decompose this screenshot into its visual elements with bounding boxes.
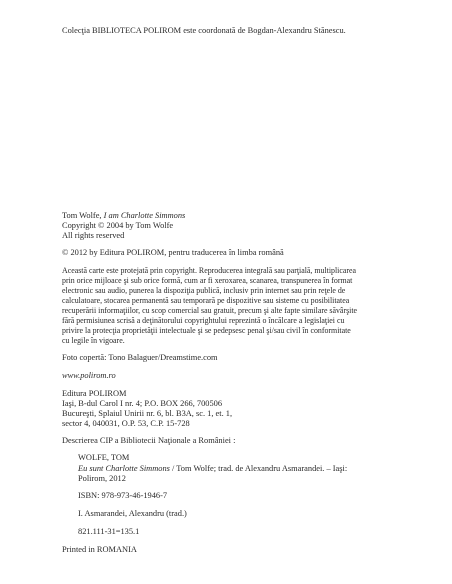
cip-heading: Descrierea CIP a Bibliotecii Naţionale a României : xyxy=(62,436,236,445)
translation-copyright: © 2012 by Editura POLIROM, pentru traducerea în limba română xyxy=(62,248,284,257)
legal-notice-line: cu legile în vigoare. xyxy=(62,336,125,345)
cip-isbn: ISBN: 978-973-46-1946-7 xyxy=(78,491,168,500)
collection-note: Colecţia BIBLIOTECA POLIROM este coordonată de Bogdan-Alexandru Stănescu. xyxy=(62,26,346,35)
cip-author: WOLFE, TOM xyxy=(78,453,130,462)
publisher-address-line: Bucureşti, Splaiul Unirii nr. 6, bl. B3A, sc. 1, et. 1, xyxy=(62,409,233,418)
original-author: Tom Wolfe, xyxy=(62,211,104,220)
publisher-address-line: Iaşi, B-dul Carol I nr. 4; P.O. BOX 266, 700506 xyxy=(62,399,223,408)
legal-notice-line: prin orice mijloace şi sub orice formă, cum ar fi xeroxarea, scanarea, transpunerea în format xyxy=(62,276,353,285)
legal-notice-line: electronic sau audio, punerea la dispoziţia publică, inclusiv prin internet sau prin reţele de xyxy=(62,286,346,295)
legal-notice-line: recuperării informaţiilor, cu scop comercial sau gratuit, precum şi alte fapte similare săvârşite xyxy=(62,306,358,315)
cip-title-line xyxy=(78,464,347,475)
cip-translator: I. Asmarandei, Alexandru (trad.) xyxy=(78,509,187,518)
rights-reserved: All rights reserved xyxy=(62,231,125,240)
cover-photo-credit: Foto copertă: Tono Balaguer/Dreamstime.com xyxy=(62,353,218,362)
original-copyright: Copyright © 2004 by Tom Wolfe xyxy=(62,221,174,230)
legal-notice-line: privire la protecţia proprietăţii intelectuale şi se pedepsesc penal şi/sau civil în conformitate xyxy=(62,326,351,335)
original-title: I am Charlotte Simmons xyxy=(103,211,186,220)
cip-title-rest: / Tom Wolfe; trad. de Alexandru Asmarandei. – Iaşi: xyxy=(169,464,348,473)
cip-title: Eu sunt Charlotte Simmons xyxy=(78,464,170,473)
original-title-line xyxy=(62,211,185,222)
website-link[interactable]: www.polirom.ro xyxy=(62,371,116,380)
legal-notice-line: calculatoare, stocarea permanentă sau temporară pe dispozitive sau sisteme cu posibilitatea xyxy=(62,296,350,305)
cip-publisher: Polirom, 2012 xyxy=(78,474,126,483)
legal-notice-line: Această carte este protejată prin copyright. Reproducerea integrală sau parţială, multiplicarea xyxy=(62,266,357,275)
printed-in: Printed in ROMANIA xyxy=(62,545,137,554)
publisher-address-line: sector 4, 040031, O.P. 53, C.P. 15-728 xyxy=(62,419,190,428)
cip-classification: 821.111-31=135.1 xyxy=(78,527,140,536)
legal-notice-line: fără permisiunea scrisă a deţinătorului copyrightului reprezintă o încălcare a legislaţiei cu xyxy=(62,316,345,325)
publisher-name: Editura POLIROM xyxy=(62,389,127,398)
